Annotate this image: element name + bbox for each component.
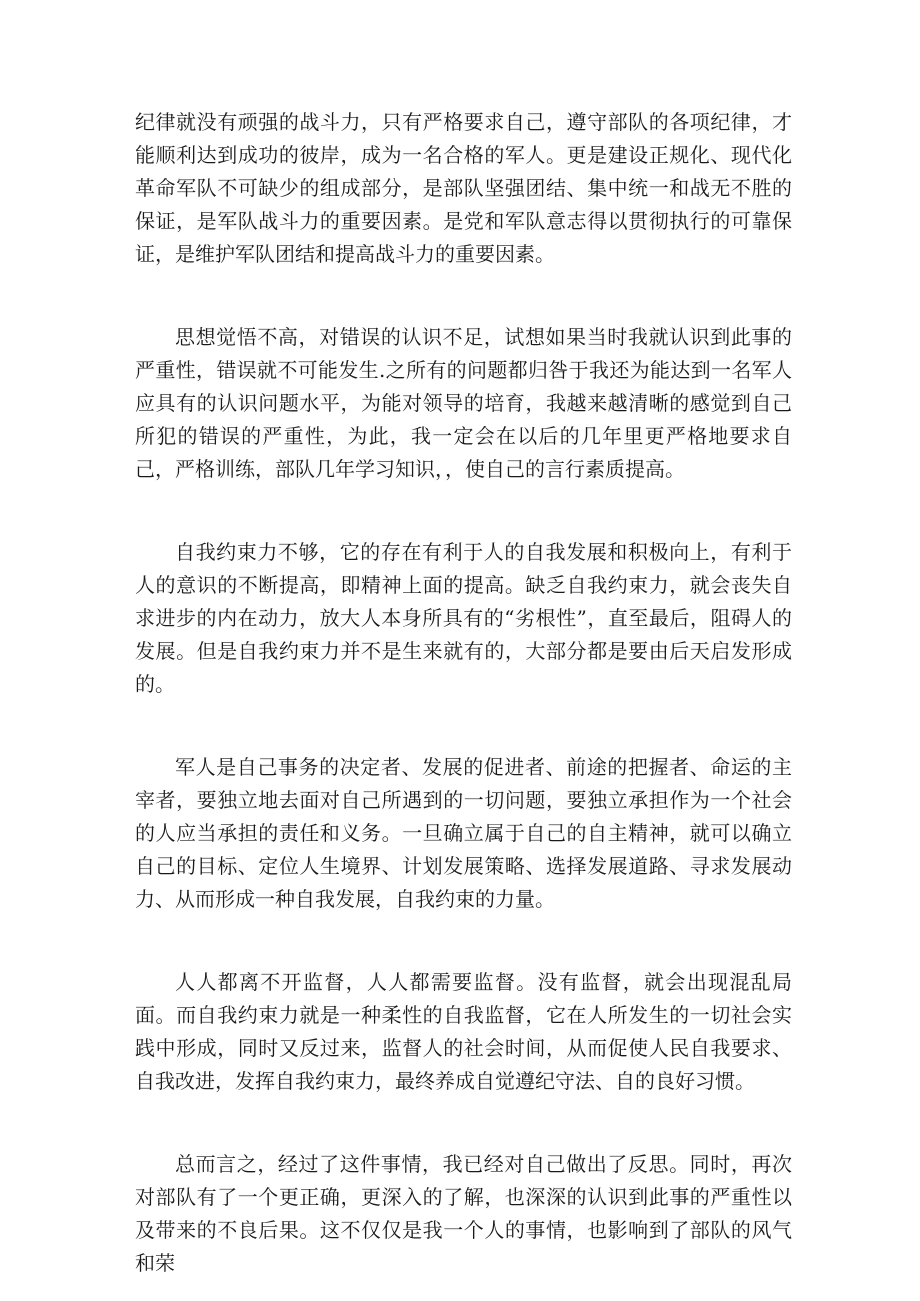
paragraph-6: 总而言之，经过了这件事情，我已经对自己做出了反思。同时，再次对部队有了一个更正确，更深入的了解，也深深的认识到此事的严重性以及带来的不良后果。这不仅仅是我一个人的事情，也影响到了部队的风气和荣 [135, 1152, 792, 1275]
paragraph-4: 军人是自己事务的决定者、发展的促进者、前途的把握者、命运的主宰者，要独立地去面对自己所遇到的一切问题，要独立承担作为一个社会的人应当承担的责任和义务。一旦确立属于自己的自主精神，就可以确立自己的目标、定位人生境界、计划发展策略、选择发展道路、寻求发展动力、从而形成一种自我发展，自我约束的力量。 [135, 755, 792, 911]
paragraph-5: 人人都离不开监督，人人都需要监督。没有监督，就会出现混乱局面。而自我约束力就是一种柔性的自我监督，它在人所发生的一切社会实践中形成，同时又反过来，监督人的社会时间，从而促使人民自我要求、自我改进，发挥自我约束力，最终养成自觉遵纪守法、自的良好习惯。 [135, 970, 792, 1093]
paragraph-3: 自我约束力不够，它的存在有利于人的自我发展和积极向上，有利于人的意识的不断提高，即精神上面的提高。缺乏自我约束力，就会丧失自求进步的内在动力，放大人本身所具有的“劣根性”，直至最后，阻碍人的发展。但是自我约束力并不是生来就有的，大部分都是要由后天启发形成的。 [135, 540, 792, 696]
paragraph-1: 纪律就没有顽强的战斗力，只有严格要求自己，遵守部队的各项纪律，才能顺利达到成功的彼岸，成为一名合格的军人。更是建设正规化、现代化革命军队不可缺少的组成部分，是部队坚强团结、集中统一和战无不胜的保证，是军队战斗力的重要因素。是党和军队意志得以贯彻执行的可靠保证，是维护军队团结和提高战斗力的重要因素。 [135, 110, 792, 266]
paragraph-2: 思想觉悟不高，对错误的认识不足，试想如果当时我就认识到此事的严重性，错误就不可能发生.之所有的问题都归咎于我还为能达到一名军人应具有的认识问题水平，为能对领导的培育，我越来越清晰的感觉到自己所犯的错误的严重性，为此，我一定会在以后的几年里更严格地要求自己，严格训练，部队几年学习知识，，使自己的言行素质提高。 [135, 325, 792, 481]
document-body [135, 106, 792, 1280]
